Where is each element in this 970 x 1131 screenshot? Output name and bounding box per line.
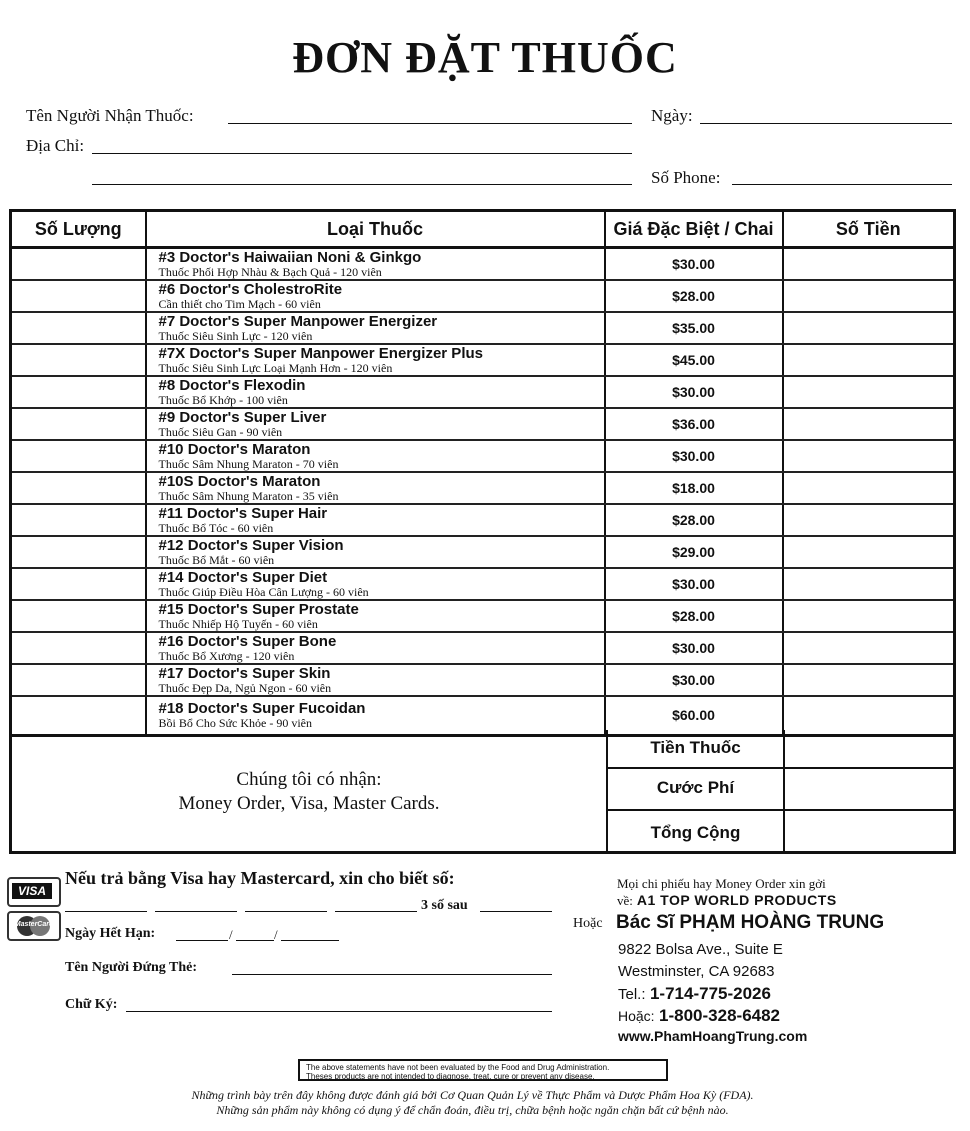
recipient-label: Tên Người Nhận Thuốc:	[26, 106, 194, 125]
mastercard-logo: MasterCard	[7, 911, 61, 941]
table-row	[11, 280, 955, 312]
product-cell	[146, 248, 605, 280]
product-desc: Bồi Bổ Cho Sức Khỏe - 90 viên	[158, 716, 312, 731]
quantity-cell[interactable]	[11, 536, 146, 568]
address-label: Địa Chỉ:	[26, 136, 85, 155]
holder-label: Tên Người Đứng Thẻ:	[65, 960, 198, 975]
amount-cell[interactable]	[783, 472, 955, 504]
expiry-label: Ngày Hết Hạn:	[65, 926, 156, 941]
order-table	[9, 209, 956, 737]
amount-cell[interactable]	[783, 440, 955, 472]
amount-cell[interactable]	[783, 280, 955, 312]
price-cell: $18.00	[605, 472, 783, 504]
payment-accepted-note	[12, 768, 606, 816]
product-desc: Thuốc Sâm Nhung Maraton - 35 viên	[158, 488, 339, 503]
quantity-cell[interactable]	[11, 664, 146, 696]
table-row	[11, 664, 955, 696]
product-desc: Thuốc Siêu Sinh Lực Loại Mạnh Hơn - 120 viên	[158, 360, 393, 375]
expiry-month[interactable]	[176, 940, 228, 941]
price-cell: $30.00	[605, 248, 783, 280]
address-field-line1[interactable]	[92, 153, 632, 154]
table-row	[11, 248, 955, 280]
shipping-field[interactable]	[785, 769, 956, 809]
product-desc: Thuốc Phối Hợp Nhàu & Bạch Quả - 120 viên	[158, 264, 382, 279]
price-cell: $35.00	[605, 312, 783, 344]
quantity-cell[interactable]	[11, 408, 146, 440]
amount-cell[interactable]	[783, 664, 955, 696]
amount-cell[interactable]	[783, 408, 955, 440]
table-row	[11, 632, 955, 664]
phone-label: Số Phone:	[651, 168, 721, 187]
signature-label: Chữ Ký:	[65, 997, 118, 1012]
price-cell: $28.00	[605, 600, 783, 632]
company-name: A1 TOP WORLD PRODUCTS	[636, 892, 837, 908]
card-number-part4[interactable]	[335, 911, 417, 912]
table-row	[11, 376, 955, 408]
address-line2: Westminster, CA 92683	[618, 963, 775, 980]
product-desc: Thuốc Sâm Nhung Maraton - 70 viên	[158, 456, 339, 471]
quantity-cell[interactable]	[11, 440, 146, 472]
table-row	[11, 408, 955, 440]
table-row	[11, 440, 955, 472]
card-number-part1[interactable]	[65, 911, 147, 912]
phone-number-2: 1-800-328-6482	[659, 1006, 781, 1025]
quantity-cell[interactable]	[11, 248, 146, 280]
disclaimer-vi-2: Những sản phẩm này không có dụng ý để chẩn đoán, điều trị, chữa bệnh hoặc ngăn chặn bất cứ bệnh nào.	[216, 1103, 729, 1117]
product-name: #8 Doctor's Flexodin	[158, 376, 306, 394]
product-name: #6 Doctor's CholestroRite	[158, 280, 343, 298]
product-name: #9 Doctor's Super Liver	[158, 408, 327, 426]
amount-cell[interactable]	[783, 344, 955, 376]
holder-field[interactable]	[232, 974, 552, 975]
product-desc: Thuốc Bổ Xương - 120 viên	[158, 648, 295, 663]
product-name: #15 Doctor's Super Prostate	[158, 600, 359, 618]
quantity-cell[interactable]	[11, 504, 146, 536]
visa-logo: VISA	[7, 877, 61, 907]
product-name: #16 Doctor's Super Bone	[158, 632, 337, 650]
quantity-cell[interactable]	[11, 472, 146, 504]
quantity-cell[interactable]	[11, 344, 146, 376]
product-cell	[146, 664, 605, 696]
amount-cell[interactable]	[783, 248, 955, 280]
product-cell	[146, 408, 605, 440]
recipient-field[interactable]	[228, 123, 632, 124]
price-cell: $29.00	[605, 536, 783, 568]
table-row	[11, 504, 955, 536]
table-row	[11, 344, 955, 376]
product-name: #17 Doctor's Super Skin	[158, 664, 331, 682]
quantity-cell[interactable]	[11, 568, 146, 600]
total-label: Tổng Cộng	[650, 823, 741, 842]
last3-field[interactable]	[480, 911, 552, 912]
product-cell	[146, 376, 605, 408]
expiry-day[interactable]	[236, 940, 274, 941]
signature-field[interactable]	[126, 1011, 552, 1012]
table-row	[11, 536, 955, 568]
amount-cell[interactable]	[783, 536, 955, 568]
price-cell: $30.00	[605, 568, 783, 600]
product-name: #7 Doctor's Super Manpower Energizer	[158, 312, 438, 330]
expiry-year[interactable]	[281, 940, 339, 941]
product-cell	[146, 536, 605, 568]
total-field[interactable]	[785, 811, 956, 851]
website-link[interactable]: www.PhamHoangTrung.com	[618, 1028, 808, 1044]
product-desc: Cần thiết cho Tim Mạch - 60 viên	[158, 296, 321, 311]
totals-section	[9, 730, 956, 854]
address-field-line2[interactable]	[92, 184, 632, 185]
product-desc: Thuốc Siêu Gan - 90 viên	[158, 424, 283, 439]
product-cell	[146, 344, 605, 376]
product-cell	[146, 568, 605, 600]
date-label: Ngày:	[651, 106, 693, 125]
table-row	[11, 472, 955, 504]
price-cell: $30.00	[605, 664, 783, 696]
table-row	[11, 600, 955, 632]
price-cell: $30.00	[605, 376, 783, 408]
shipping-label: Cước Phí	[656, 778, 735, 797]
product-desc: Thuốc Bổ Mắt - 60 viên	[158, 552, 275, 567]
price-cell: $36.00	[605, 408, 783, 440]
product-name: #7X Doctor's Super Manpower Energizer Plus	[158, 344, 483, 362]
product-cell	[146, 312, 605, 344]
card-prompt: Nếu trả bằng Visa hay Mastercard, xin cho biết số:	[65, 868, 455, 888]
price-cell: $30.00	[605, 632, 783, 664]
address-line1: 9822 Bolsa Ave., Suite E	[618, 941, 783, 958]
col-quantity: Số Lượng	[11, 211, 146, 248]
quantity-cell[interactable]	[11, 376, 146, 408]
amount-cell[interactable]	[783, 632, 955, 664]
quantity-cell[interactable]	[11, 632, 146, 664]
price-cell: $28.00	[605, 504, 783, 536]
amount-cell[interactable]	[783, 600, 955, 632]
product-desc: Thuốc Nhiếp Hộ Tuyến - 60 viên	[158, 616, 318, 631]
table-row	[11, 312, 955, 344]
amount-cell[interactable]	[783, 504, 955, 536]
product-name: #10S Doctor's Maraton	[158, 472, 321, 490]
product-desc: Thuốc Bổ Tóc - 60 viên	[158, 520, 274, 535]
price-cell: $30.00	[605, 440, 783, 472]
product-desc: Thuốc Đẹp Da, Ngủ Ngon - 60 viên	[158, 680, 332, 695]
table-row	[11, 568, 955, 600]
price-cell: $28.00	[605, 280, 783, 312]
product-cell	[146, 504, 605, 536]
price-cell: $60.00	[605, 696, 783, 736]
disclaimer-vi-1: Những trình bày trên đây không được đánh giá bởi Cơ Quan Quản Lý về Thực Phẩm và Dược Phẩm Hoa Kỳ (FDA).	[191, 1088, 754, 1102]
product-name: #11 Doctor's Super Hair	[158, 504, 328, 522]
subtotal-label: Tiền Thuốc	[650, 738, 741, 757]
price-cell: $45.00	[605, 344, 783, 376]
product-cell	[146, 280, 605, 312]
product-cell	[146, 600, 605, 632]
product-desc: Thuốc Giúp Điều Hòa Cân Lượng - 60 viên	[158, 584, 369, 599]
card-number-part2[interactable]	[155, 911, 237, 912]
doctor-name: Bác Sĩ PHẠM HOÀNG TRUNG	[616, 912, 885, 933]
product-name: #14 Doctor's Super Diet	[158, 568, 328, 586]
quantity-cell[interactable]	[11, 312, 146, 344]
mail-instruction: Mọi chi phiếu hay Money Order xin gởi	[617, 876, 826, 891]
col-amount: Số Tiền	[783, 211, 955, 248]
accept-line2: Money Order, Visa, Master Cards.	[178, 793, 440, 814]
amount-cell[interactable]	[783, 376, 955, 408]
quantity-cell[interactable]	[11, 280, 146, 312]
product-name: #12 Doctor's Super Vision	[158, 536, 344, 554]
phone-field[interactable]	[732, 184, 952, 185]
product-name: #18 Doctor's Super Fucoidan	[158, 700, 366, 718]
fda-disclaimer-box: The above statements have not been evaluated by the Food and Drug Administration. Theses products are not intended to diagnose, treat, cure or prevent any disease.	[298, 1059, 668, 1081]
quantity-cell[interactable]	[11, 600, 146, 632]
product-desc: Thuốc Siêu Sinh Lực - 120 viên	[158, 328, 313, 343]
last3-label: 3 số sau	[421, 898, 468, 913]
phone-number: 1-714-775-2026	[649, 984, 771, 1003]
card-number-part3[interactable]	[245, 911, 327, 912]
product-cell	[146, 632, 605, 664]
product-name: #3 Doctor's Haiwaiian Noni & Ginkgo	[158, 248, 422, 266]
date-field[interactable]	[700, 123, 952, 124]
product-desc: Thuốc Bổ Khớp - 100 viên	[158, 392, 288, 407]
amount-cell[interactable]	[783, 568, 955, 600]
page-title: ĐƠN ĐẶT THUỐC	[292, 33, 678, 82]
product-cell	[146, 472, 605, 504]
accept-line1: Chúng tôi có nhận:	[236, 769, 382, 790]
col-product: Loại Thuốc	[146, 211, 605, 248]
product-cell	[146, 440, 605, 472]
subtotal-field[interactable]	[785, 730, 956, 767]
table-header-row	[11, 211, 955, 248]
col-price: Giá Đặc Biệt / Chai	[605, 211, 783, 248]
amount-cell[interactable]	[783, 312, 955, 344]
product-name: #10 Doctor's Maraton	[158, 440, 311, 458]
